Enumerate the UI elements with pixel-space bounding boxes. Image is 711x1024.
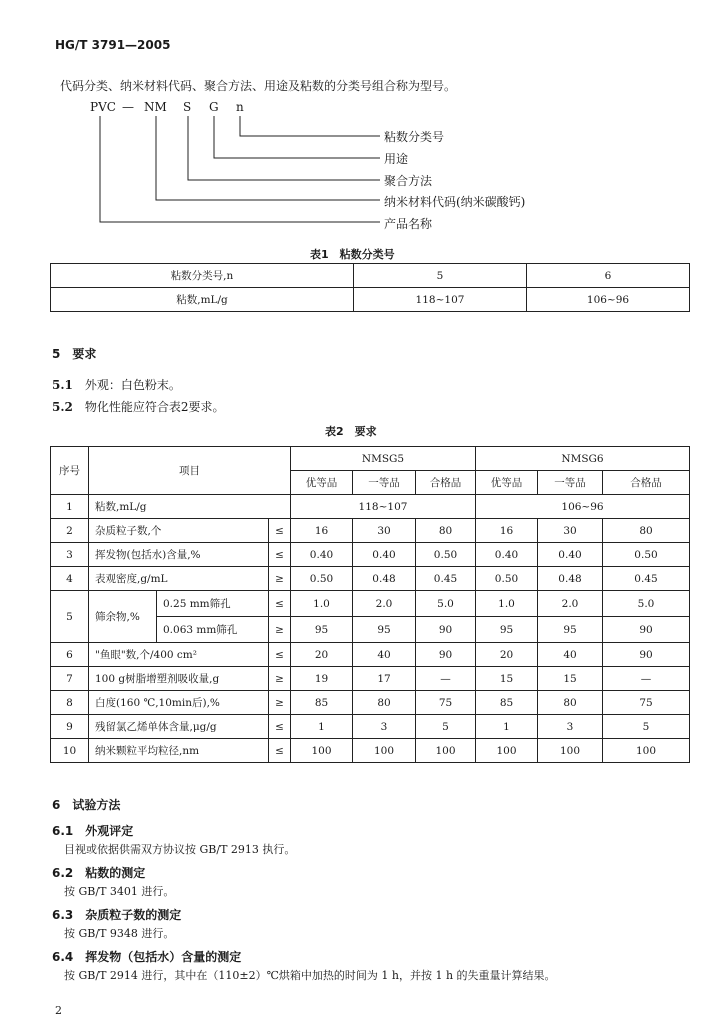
page-number: 2 bbox=[55, 1004, 62, 1017]
label-product-name: 产品名称 bbox=[384, 217, 433, 231]
row-sign: ≤ bbox=[269, 543, 291, 567]
clause-6-1-text: 目视或依据供需双方协议按 GB/T 2913 执行。 bbox=[64, 843, 296, 856]
cell: 40 bbox=[538, 643, 603, 667]
row-item: 表观密度,g/mL bbox=[89, 567, 269, 591]
cell: 85 bbox=[291, 691, 353, 715]
clause-6-2-title bbox=[52, 864, 145, 881]
cell: 17 bbox=[353, 667, 416, 691]
cell: 90 bbox=[416, 643, 476, 667]
cell: 80 bbox=[603, 519, 690, 543]
cell: 75 bbox=[416, 691, 476, 715]
cell: 粘数,mL/g bbox=[51, 288, 354, 312]
row-no: 5 bbox=[51, 591, 89, 643]
row-no: 9 bbox=[51, 715, 89, 739]
cell: 0.48 bbox=[538, 567, 603, 591]
cell: 100 bbox=[416, 739, 476, 763]
cell: 100 bbox=[603, 739, 690, 763]
clause-number: 6.1 bbox=[52, 824, 74, 838]
label-use: 用途 bbox=[384, 152, 409, 166]
label-viscosity-class: 粘数分类号 bbox=[384, 130, 445, 144]
header-grade: 一等品 bbox=[353, 471, 416, 495]
clause-5-1 bbox=[52, 376, 181, 393]
row-item: 白度(160 ℃,10min后),% bbox=[89, 691, 269, 715]
clause-6-2-text: 按 GB/T 3401 进行。 bbox=[64, 885, 175, 898]
header-grade: 优等品 bbox=[476, 471, 538, 495]
model-code-g: G bbox=[209, 100, 219, 114]
table1-caption: 表1 粘数分类号 bbox=[310, 248, 395, 261]
row-sign: ≥ bbox=[269, 691, 291, 715]
model-code-s: S bbox=[183, 100, 192, 114]
table-row bbox=[51, 543, 690, 567]
model-code-dash: — bbox=[122, 100, 134, 114]
cell: 6 bbox=[527, 264, 690, 288]
cell: 2.0 bbox=[353, 591, 416, 617]
cell: 0.40 bbox=[353, 543, 416, 567]
cell: 95 bbox=[353, 617, 416, 643]
row-no: 1 bbox=[51, 495, 89, 519]
cell: 95 bbox=[476, 617, 538, 643]
cell: 0.45 bbox=[603, 567, 690, 591]
row-subitem: 0.063 mm筛孔 bbox=[157, 617, 269, 643]
row-no: 3 bbox=[51, 543, 89, 567]
cell: 100 bbox=[538, 739, 603, 763]
cell: 30 bbox=[353, 519, 416, 543]
row-item: 纳米颗粒平均粒径,nm bbox=[89, 739, 269, 763]
label-polymerization: 聚合方法 bbox=[384, 174, 433, 188]
row-item: 100 g树脂增塑剂吸收量,g bbox=[89, 667, 269, 691]
table-row bbox=[51, 567, 690, 591]
row-sign: ≤ bbox=[269, 739, 291, 763]
cell: 2.0 bbox=[538, 591, 603, 617]
cell: 0.40 bbox=[538, 543, 603, 567]
cell: 95 bbox=[291, 617, 353, 643]
clause-6-3-title bbox=[52, 906, 181, 923]
cell: 15 bbox=[476, 667, 538, 691]
cell: 5 bbox=[416, 715, 476, 739]
cell: 118~107 bbox=[354, 288, 527, 312]
cell: 0.45 bbox=[416, 567, 476, 591]
row-item: 筛余物,% bbox=[89, 591, 157, 643]
cell: 0.48 bbox=[353, 567, 416, 591]
clause-title: 杂质粒子数的测定 bbox=[85, 908, 182, 922]
header-grade: 一等品 bbox=[538, 471, 603, 495]
cell: 0.40 bbox=[291, 543, 353, 567]
clause-title: 粘数的测定 bbox=[85, 866, 146, 880]
cell: 20 bbox=[476, 643, 538, 667]
clause-5-2 bbox=[52, 398, 225, 415]
section-6-title: 6 试验方法 bbox=[52, 798, 121, 812]
table-row bbox=[51, 519, 690, 543]
row-item: "鱼眼"数,个/400 cm² bbox=[89, 643, 269, 667]
header-grade: 合格品 bbox=[603, 471, 690, 495]
cell: 1.0 bbox=[476, 591, 538, 617]
model-code-nm: NM bbox=[144, 100, 167, 114]
cell: 粘数分类号,n bbox=[51, 264, 354, 288]
row-item: 粘数,mL/g bbox=[89, 495, 291, 519]
cell: 1 bbox=[476, 715, 538, 739]
table1 bbox=[50, 263, 690, 312]
clause-6-4-text: 按 GB/T 2914 进行，其中在（110±2）℃烘箱中加热的时间为 1 h，并按 1 h 的失重量计算结果。 bbox=[64, 969, 556, 982]
cell: 75 bbox=[603, 691, 690, 715]
table-row bbox=[51, 715, 690, 739]
intro-text: 代码分类、纳米材料代码、聚合方法、用途及粘数的分类号组合称为型号。 bbox=[60, 79, 457, 93]
cell: 100 bbox=[353, 739, 416, 763]
clause-6-4-title bbox=[52, 948, 241, 965]
clause-number: 6.4 bbox=[52, 950, 74, 964]
row-sign: ≤ bbox=[269, 591, 291, 617]
row-no: 7 bbox=[51, 667, 89, 691]
table2-caption: 表2 要求 bbox=[325, 425, 377, 438]
cell: 5 bbox=[603, 715, 690, 739]
model-diagram-lines bbox=[0, 0, 711, 240]
cell: 80 bbox=[416, 519, 476, 543]
cell: 3 bbox=[538, 715, 603, 739]
cell: 15 bbox=[538, 667, 603, 691]
row-item: 挥发物(包括水)含量,% bbox=[89, 543, 269, 567]
clause-title: 外观评定 bbox=[85, 824, 134, 838]
cell: 90 bbox=[603, 617, 690, 643]
row-item: 残留氯乙烯单体含量,μg/g bbox=[89, 715, 269, 739]
cell: 95 bbox=[538, 617, 603, 643]
cell: 106~96 bbox=[476, 495, 690, 519]
cell: 80 bbox=[538, 691, 603, 715]
header-nmsg6: NMSG6 bbox=[476, 447, 690, 471]
row-sign: ≤ bbox=[269, 519, 291, 543]
row-no: 6 bbox=[51, 643, 89, 667]
row-sign: ≥ bbox=[269, 667, 291, 691]
cell: 1.0 bbox=[291, 591, 353, 617]
cell: 100 bbox=[476, 739, 538, 763]
cell: 5.0 bbox=[603, 591, 690, 617]
table2 bbox=[50, 446, 690, 763]
header-grade: 合格品 bbox=[416, 471, 476, 495]
clause-text: 物化性能应符合表2要求。 bbox=[84, 400, 225, 414]
row-sign: ≥ bbox=[269, 617, 291, 643]
standard-header: HG/T 3791—2005 bbox=[55, 38, 171, 52]
cell: 106~96 bbox=[527, 288, 690, 312]
row-no: 8 bbox=[51, 691, 89, 715]
cell: 90 bbox=[416, 617, 476, 643]
cell: 16 bbox=[291, 519, 353, 543]
clause-number: 6.2 bbox=[52, 866, 74, 880]
row-subitem: 0.25 mm筛孔 bbox=[157, 591, 269, 617]
cell: 20 bbox=[291, 643, 353, 667]
cell: — bbox=[416, 667, 476, 691]
row-sign: ≥ bbox=[269, 567, 291, 591]
cell: 85 bbox=[476, 691, 538, 715]
cell: 5 bbox=[354, 264, 527, 288]
table-row bbox=[51, 667, 690, 691]
cell: 0.50 bbox=[603, 543, 690, 567]
clause-number: 5.1 bbox=[52, 378, 73, 392]
table-row bbox=[51, 495, 690, 519]
row-no: 4 bbox=[51, 567, 89, 591]
section-5-title: 5 要求 bbox=[52, 347, 97, 361]
clause-number: 5.2 bbox=[52, 400, 73, 414]
model-code-n: n bbox=[236, 100, 244, 114]
table-row bbox=[51, 591, 690, 617]
cell: 100 bbox=[291, 739, 353, 763]
header-nmsg5: NMSG5 bbox=[291, 447, 476, 471]
cell: 80 bbox=[353, 691, 416, 715]
table-row bbox=[51, 643, 690, 667]
clause-title: 挥发物（包括水）含量的测定 bbox=[85, 950, 242, 964]
cell: 0.40 bbox=[476, 543, 538, 567]
cell: 3 bbox=[353, 715, 416, 739]
table-row bbox=[51, 691, 690, 715]
row-sign: ≤ bbox=[269, 715, 291, 739]
cell: 40 bbox=[353, 643, 416, 667]
cell: — bbox=[603, 667, 690, 691]
clause-6-1-title bbox=[52, 822, 133, 839]
model-code-pvc: PVC bbox=[90, 100, 116, 114]
header-item: 项目 bbox=[89, 447, 291, 495]
clause-number: 6.3 bbox=[52, 908, 74, 922]
row-sign: ≤ bbox=[269, 643, 291, 667]
cell: 0.50 bbox=[291, 567, 353, 591]
clause-6-3-text: 按 GB/T 9348 进行。 bbox=[64, 927, 175, 940]
row-no: 10 bbox=[51, 739, 89, 763]
cell: 90 bbox=[603, 643, 690, 667]
cell: 19 bbox=[291, 667, 353, 691]
cell: 5.0 bbox=[416, 591, 476, 617]
cell: 16 bbox=[476, 519, 538, 543]
cell: 0.50 bbox=[476, 567, 538, 591]
cell: 30 bbox=[538, 519, 603, 543]
cell: 1 bbox=[291, 715, 353, 739]
table-row bbox=[51, 739, 690, 763]
row-item: 杂质粒子数,个 bbox=[89, 519, 269, 543]
cell: 118~107 bbox=[291, 495, 476, 519]
header-grade: 优等品 bbox=[291, 471, 353, 495]
header-no: 序号 bbox=[51, 447, 89, 495]
cell: 0.50 bbox=[416, 543, 476, 567]
row-no: 2 bbox=[51, 519, 89, 543]
label-nano-material: 纳米材料代码(纳米碳酸钙) bbox=[384, 195, 526, 209]
clause-text: 外观：白色粉末。 bbox=[84, 378, 181, 392]
